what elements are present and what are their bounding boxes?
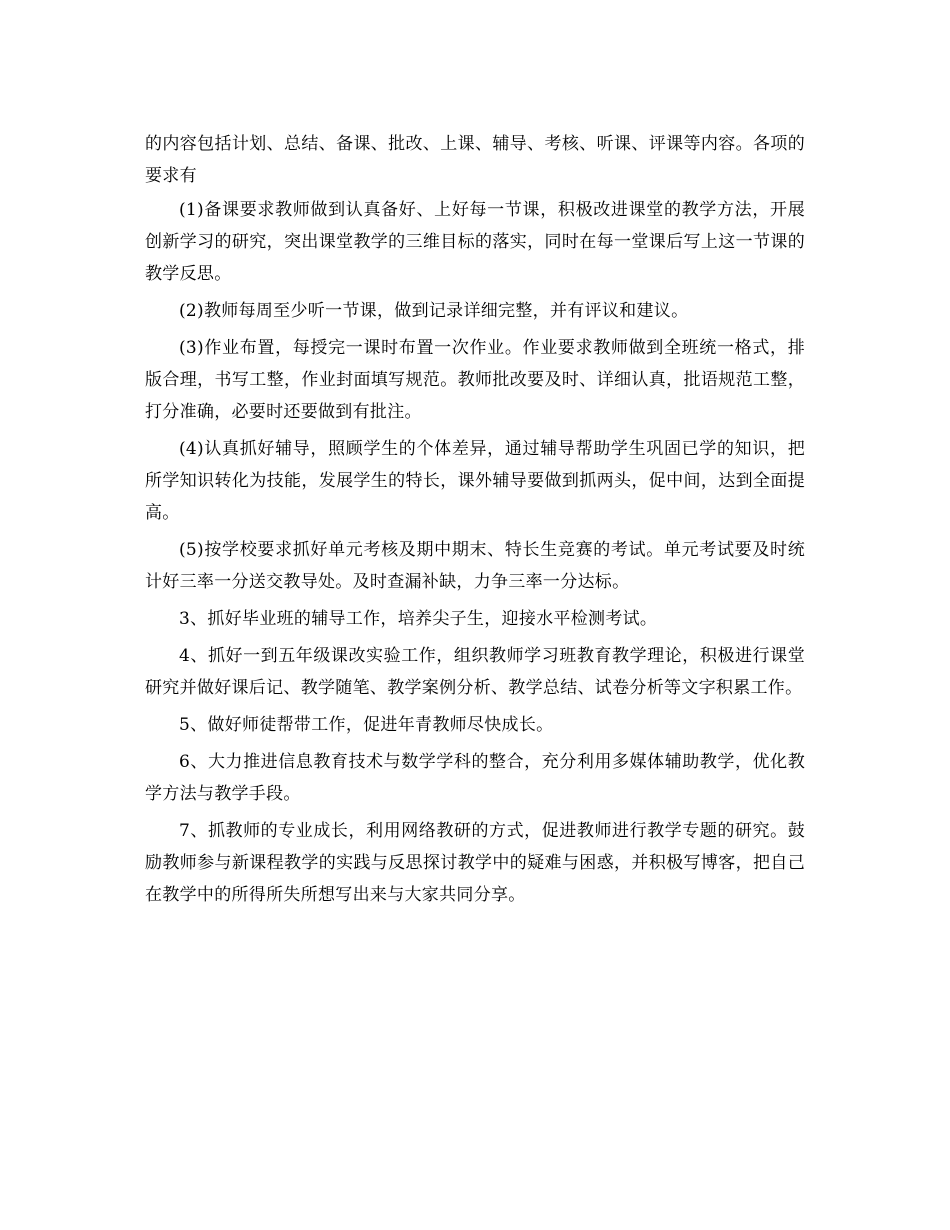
paragraph-intro: 的内容包括计划、总结、备课、批改、上课、辅导、考核、听课、评课等内容。各项的要求有	[145, 134, 805, 186]
paragraph-item-4: (4)认真抓好辅导，照顾学生的个体差异，通过辅导帮助学生巩固已学的知识，把所学知识转化为技能，发展学生的特长，课外辅导要做到抓两头，促中间，达到全面提高。	[145, 439, 805, 523]
paragraph-point-4: 4、抓好一到五年级课改实验工作，组织教师学习班教育教学理论，积极进行课堂研究并做好课后记、教学随笔、教学案例分析、教学总结、试卷分析等文字积累工作。	[145, 646, 805, 698]
paragraph-point-3: 3、抓好毕业班的辅导工作，培养尖子生，迎接水平检测考试。	[179, 609, 658, 629]
paragraph-point-5: 5、做好师徒帮带工作，促进年青教师尽快成长。	[179, 715, 554, 735]
paragraph-item-2: (2)教师每周至少听一节课，做到记录详细完整，并有评议和建议。	[179, 301, 689, 321]
paragraph-item-5: (5)按学校要求抓好单元考核及期中期末、特长生竞赛的考试。单元考试要及时统计好三率一分送交教导处。及时查漏补缺，力争三率一分达标。	[145, 540, 805, 592]
paragraph-item-1: (1)备课要求教师做到认真备好、上好每一节课，积极改进课堂的教学方法，开展创新学习的研究，突出课堂教学的三维目标的落实，同时在每一堂课后写上这一节课的教学反思。	[145, 200, 805, 284]
paragraph-point-6: 6、大力推进信息教育技术与数学学科的整合，充分利用多媒体辅助教学，优化教学方法与教学手段。	[145, 752, 805, 804]
paragraph-point-7: 7、抓教师的专业成长，利用网络教研的方式，促进教师进行教学专题的研究。鼓励教师参与新课程教学的实践与反思探讨教学中的疑难与困惑，并积极写博客，把自己在教学中的所得所失所想写出来与大家共同分享。	[145, 821, 805, 905]
document-body	[145, 128, 805, 916]
paragraph-item-3: (3)作业布置，每授完一课时布置一次作业。作业要求教师做到全班统一格式，排版合理，书写工整，作业封面填写规范。教师批改要及时、详细认真，批语规范工整，打分准确，必要时还要做到有批注。	[145, 338, 805, 422]
